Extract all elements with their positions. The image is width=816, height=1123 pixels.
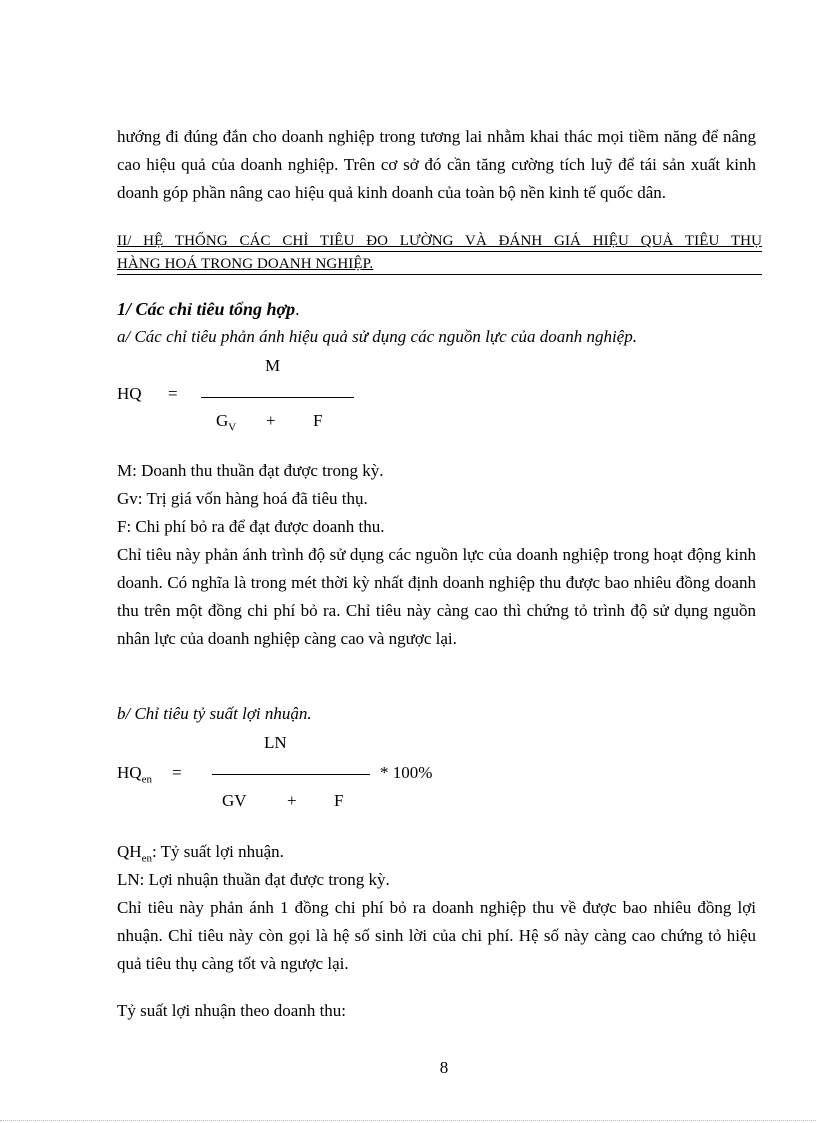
section-heading-line-1: II/ HỆ THỐNG CÁC CHỈ TIÊU ĐO LƯỜNG VÀ ĐÁNH GIÁ HIỆU QUẢ TIÊU THỤ — [117, 233, 762, 249]
formula1-denominator-f: F — [313, 411, 323, 430]
subsection-title-dot: . — [295, 300, 300, 319]
formula1-denominator-g: $G_V$ — [216, 411, 237, 434]
definition-gv: Gv: Trị giá vốn hàng hoá đã tiêu thụ. — [117, 489, 368, 508]
formula2-multiplier: * 100% — [380, 763, 433, 782]
definition-ln: LN: Lợi nhuận thuần đạt được trong kỳ. — [117, 870, 390, 889]
formula2-denominator-gv: GV — [222, 791, 247, 810]
definition-qh-subscript: en — [141, 852, 152, 865]
subsection-b-title: b/ Chỉ tiêu tỷ suất lợi nhuận. — [117, 704, 312, 723]
formula2-numerator: LN — [264, 733, 287, 752]
definition-qh: $QH_{en}$: Tỷ suất lợi nhuận. — [117, 842, 284, 865]
formula2-plus: + — [287, 791, 297, 810]
subsection-title-text: 1/ Các chỉ tiêu tổng hợp — [117, 299, 296, 319]
subsection-a-title: a/ Các chỉ tiêu phản ánh hiệu quả sử dụng các nguồn lực của doanh nghiệp. — [117, 327, 637, 346]
explanation-paragraph-2: Chỉ tiêu này phản ánh 1 đồng chi phí bỏ ra doanh nghiệp thu về được bao nhiêu đồng lợi nhuận. Chỉ tiêu này còn gọi là hệ số sinh lời của chi phí. Hệ số này càng cao chứng tỏ hiệu quả tiêu thụ càng tốt và ngược lại. — [117, 898, 756, 973]
definition-m: M: Doanh thu thuần đạt được trong kỳ. — [117, 461, 384, 480]
formula1-numerator: M — [265, 356, 281, 375]
formula2-fraction-bar — [212, 774, 370, 775]
section-heading — [117, 230, 762, 276]
definition-f: F: Chi phí bỏ ra để đạt được doanh thu. — [117, 517, 385, 536]
formula1-subscript-v: V — [228, 421, 237, 434]
page-bottom-rule — [0, 1120, 816, 1121]
subsection-title — [117, 299, 299, 320]
formula1-equals: = — [168, 384, 178, 403]
intro-paragraph: hướng đi đúng đắn cho doanh nghiệp trong tương lai nhằm khai thác mọi tiềm năng để nâng cao hiệu quả của doanh nghiệp. Trên cơ sở đó cần tăng cường tích luỹ để tái sản xuất kinh doanh góp phần nâng cao hiệu quả kinh doanh của toàn bộ nền kinh tế quốc dân. — [117, 127, 756, 202]
page-number: 8 — [439, 1058, 449, 1077]
formula1-lhs: HQ — [117, 384, 142, 403]
formula1-fraction-bar — [201, 397, 354, 398]
section-heading-line-2: HÀNG HOÁ TRONG DOANH NGHIỆP. — [117, 256, 374, 272]
formula1-plus: + — [266, 411, 276, 430]
formula2-denominator-f: F — [334, 791, 344, 810]
heading-underline-1 — [117, 251, 762, 252]
formula2-equals: = — [172, 763, 182, 782]
formula2-subscript-en: en — [141, 773, 152, 786]
explanation-paragraph-1: Chỉ tiêu này phản ánh trình độ sử dụng các nguồn lực của doanh nghiệp trong hoạt động kinh doanh. Có nghĩa là trong mét thời kỳ nhất định doanh nghiệp thu được bao nhiêu đồng doanh thu trên một đồng chi phí bỏ ra. Chỉ tiêu này càng cao thì chứng tỏ trình độ sử dụng nguồn nhân lực của doanh nghiệp càng cao và ngược lại. — [117, 545, 756, 648]
formula2-lhs: $HQ_{en}$ — [117, 763, 152, 786]
heading-underline-2 — [117, 274, 762, 275]
closing-line: Tỷ suất lợi nhuận theo doanh thu: — [117, 1001, 347, 1020]
